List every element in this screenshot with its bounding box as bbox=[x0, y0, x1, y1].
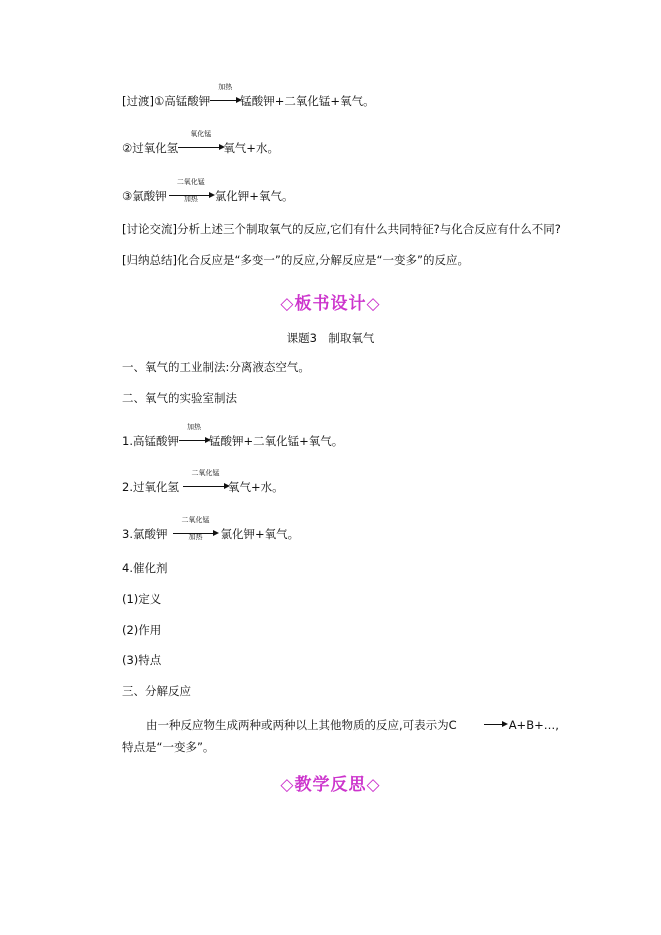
products: 氧气+水。 bbox=[227, 480, 284, 494]
sub-item-feature: (3)特点 bbox=[122, 653, 162, 667]
reactant: 1.高锰酸钾 bbox=[122, 434, 179, 448]
board-reaction-1 bbox=[122, 423, 344, 449]
item-catalyst: 4.催化剂 bbox=[122, 561, 168, 575]
reaction-arrow bbox=[183, 469, 228, 495]
teaching-reflection-heading: ◇教学反思◇ bbox=[280, 775, 381, 795]
reaction-arrow bbox=[179, 423, 209, 449]
reaction-arrow bbox=[210, 83, 240, 109]
reactant: [过渡]①高锰酸钾 bbox=[122, 94, 211, 108]
reaction-arrow bbox=[169, 178, 213, 204]
reactant: 2.过氧化氢 bbox=[122, 480, 179, 494]
intro-reaction-2 bbox=[122, 130, 279, 156]
intro-reaction-3 bbox=[122, 178, 294, 204]
section-1: 一、氧气的工业制法:分离液态空气。 bbox=[122, 360, 310, 374]
condition-above: 二氧化锰 bbox=[181, 516, 210, 524]
products: 锰酸钾+二氧化锰+氧气。 bbox=[208, 434, 344, 448]
reactant: ③氯酸钾 bbox=[122, 189, 167, 203]
section-3: 三、分解反应 bbox=[122, 684, 191, 698]
reaction-arrow bbox=[173, 516, 217, 542]
condition-above: 氧化锰 bbox=[190, 130, 212, 138]
sub-item-definition: (1)定义 bbox=[122, 592, 162, 606]
condition-above: 加热 bbox=[218, 83, 233, 91]
intro-reaction-1 bbox=[122, 83, 375, 109]
sub-item-function: (2)作用 bbox=[122, 623, 162, 637]
condition-above: 二氧化锰 bbox=[176, 178, 205, 186]
reaction-arrow bbox=[460, 714, 506, 736]
condition-below: 加热 bbox=[188, 533, 203, 541]
section-2: 二、氧气的实验室制法 bbox=[122, 391, 237, 405]
reactant: ②过氧化氢 bbox=[122, 141, 179, 155]
products: 氯化钾+氧气。 bbox=[220, 527, 300, 541]
condition-above: 加热 bbox=[186, 423, 201, 431]
products: 氯化钾+氧气。 bbox=[214, 189, 294, 203]
condition-above: 二氧化锰 bbox=[191, 469, 220, 477]
board-reaction-2 bbox=[122, 469, 284, 495]
products: 锰酸钾+二氧化锰+氧气。 bbox=[240, 94, 375, 108]
board-reaction-3 bbox=[122, 516, 300, 542]
products: 氧气+水。 bbox=[223, 141, 279, 155]
board-design-heading: ◇板书设计◇ bbox=[280, 294, 381, 314]
decomposition-definition: 由一种反应物生成两种或两种以上其他物质的反应,可表示为C A+B+…,特点是“一变多”。 bbox=[122, 714, 562, 758]
lesson-title: 课题3 制取氧气 bbox=[286, 331, 375, 345]
discussion-text: [讨论交流]分析上述三个制取氧气的反应,它们有什么共同特征?与化合反应有什么不同? bbox=[122, 222, 561, 236]
reactant: 3.氯酸钾 bbox=[122, 527, 168, 541]
reaction-arrow bbox=[178, 130, 223, 156]
condition-below: 加热 bbox=[183, 195, 198, 203]
summary-text: [归纳总结]化合反应是“多变一”的反应,分解反应是“一变多”的反应。 bbox=[122, 253, 469, 267]
